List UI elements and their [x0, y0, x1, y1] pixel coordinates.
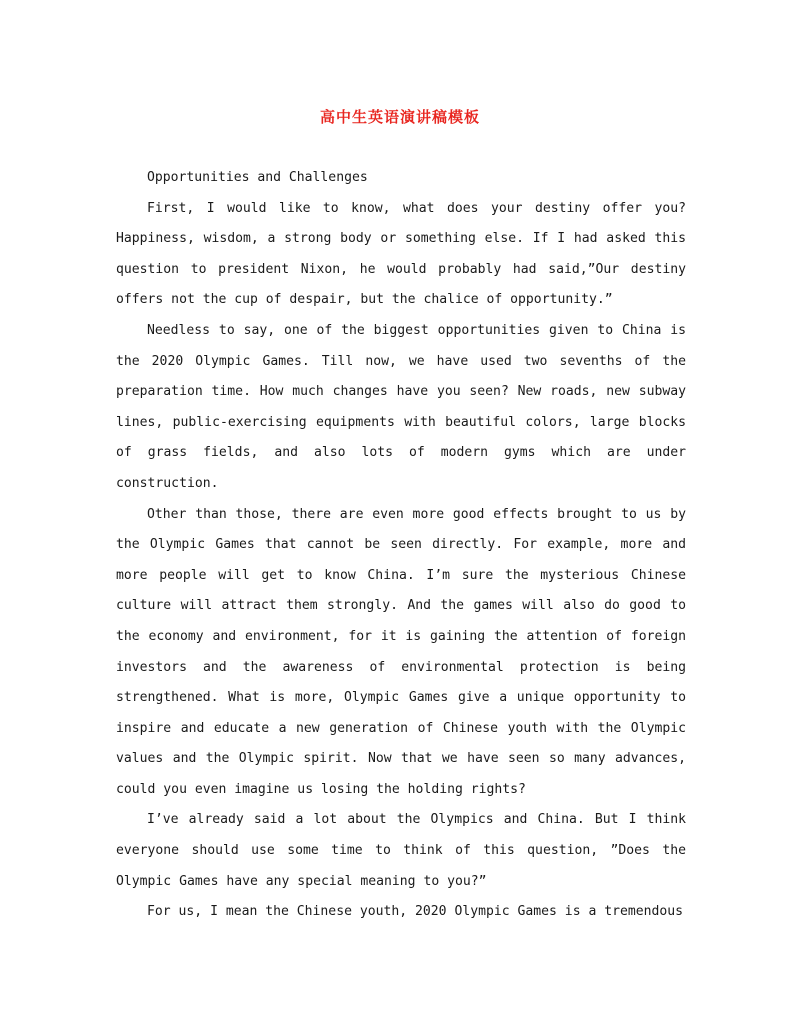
paragraph-5: For us, I mean the Chinese youth, 2020 Olympic Games is a tremendous — [147, 904, 684, 920]
document-body — [116, 163, 686, 928]
paragraph-2: Needless to say, one of the biggest opportunities given to China is the 2020 Olympic Games. Till now, we have used two sevenths of the preparation time. How much changes have you seen? New roads, new subway lines, public-exercising equipments with beautiful colors, large blocks of grass fields, and also lots of modern gyms which are under construction. — [116, 322, 686, 491]
paragraph-1: First, I would like to know, what does your destiny offer you? Happiness, wisdom, a strong body or something else. If I had asked this question to president Nixon, he would probably had said,”Our destiny offers not the cup of despair, but the chalice of opportunity.” — [116, 200, 686, 308]
paragraph-3: Other than those, there are even more good effects brought to us by the Olympic Games that cannot be seen directly. For example, more and more people will get to know China. I’m sure the mysterious Chinese culture will attract them strongly. And the games will also do good to the economy and environment, for it is gaining the attention of foreign investors and the awareness of environmental protection is being strengthened. What is more, Olympic Games give a unique opportunity to inspire and educate a new generation of Chinese youth with the Olympic values and the Olympic spirit. Now that we have seen so many advances, could you even imagine us losing the holding rights? — [116, 506, 686, 797]
document-title: 高中生英语演讲稿模板 — [319, 108, 480, 126]
speech-title: Opportunities and Challenges — [147, 170, 368, 185]
paragraph-4: I’ve already said a lot about the Olympics and China. But I think everyone should use some time to think of this question, ”Does the Olympic Games have any special meaning to you?” — [116, 812, 686, 889]
